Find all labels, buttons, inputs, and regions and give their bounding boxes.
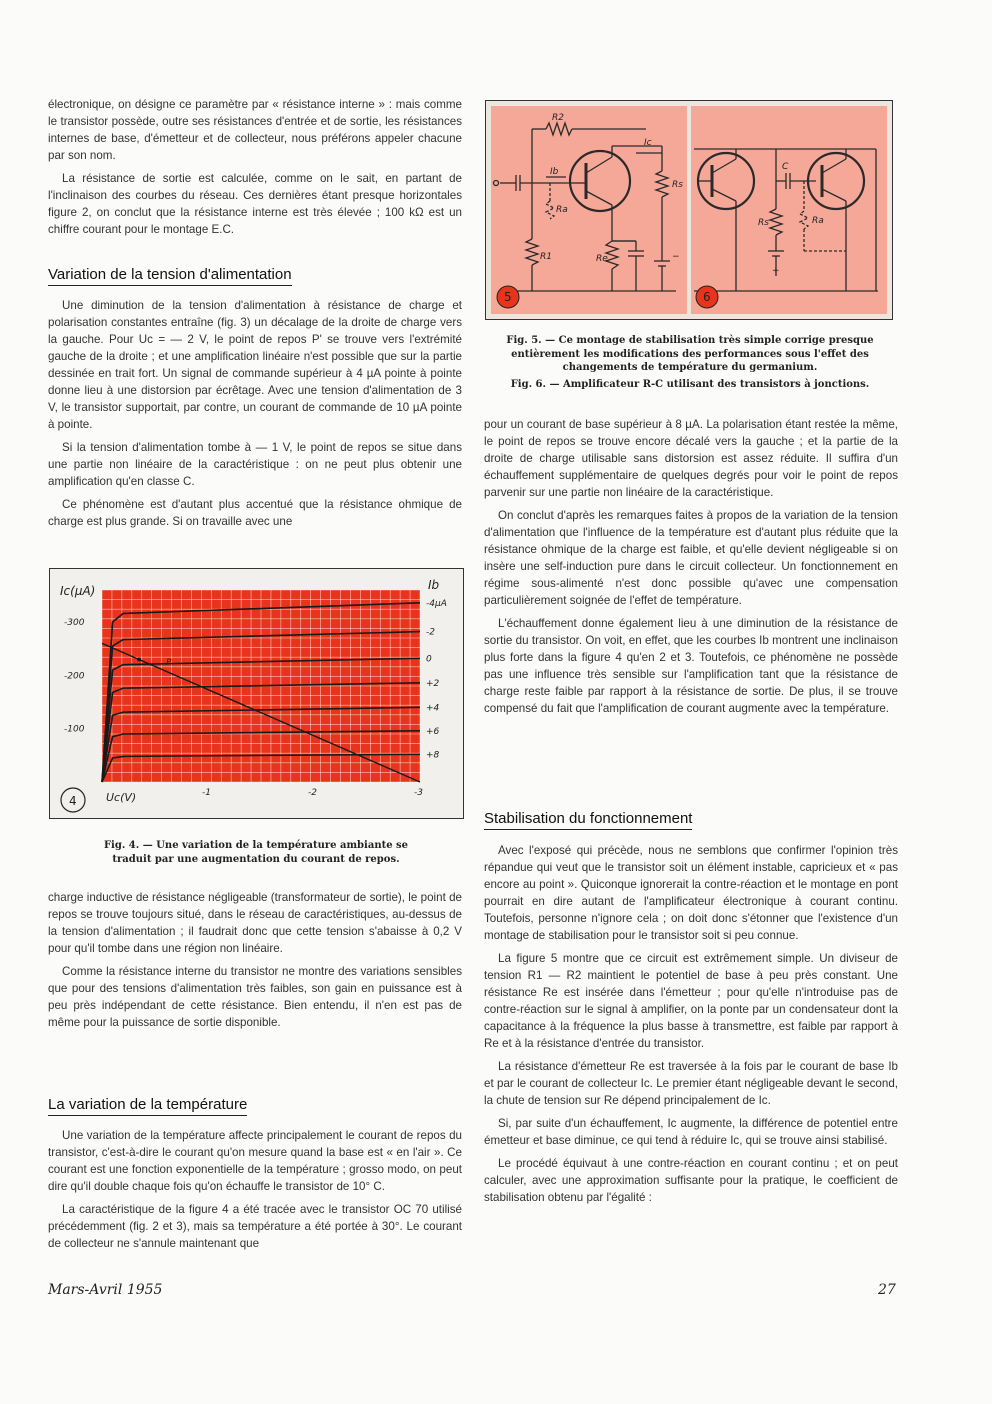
- paragraph: électronique, on désigne ce paramètre par « résistance interne » : mais comme le transistor possède, outre ses résistances d'entrée et de sortie, les résistances internes de base, d'émetteur et de collecteur, nous préférons appeler chacune par son nom.: [48, 98, 462, 162]
- left-column-top: [48, 96, 462, 244]
- section-heading: La variation de la température: [48, 1096, 247, 1116]
- paragraph: Une diminution de la tension d'alimentation à résistance de charge et polarisation constantes entraîne (fig. 3) un décalage de la droite de charge vers la gauche. Pour Uc = — 2 V, le point de repos P' se trouve vers l'extrémité gauche de la droite ; et une amplification linéaire n'est possible que sur la partie dessinée en trait fort. Un signal de commande supérieur à 4 µA pointe à pointe donne lieu à une distorsion par écrêtage. Avec une tension d'alimentation de 3 V, le transistor supportait, par contre, un courant de commande de 10 µA pointe à pointe.: [48, 299, 462, 431]
- paragraph: L'échauffement donne également lieu à une diminution de la résistance de sortie du transistor. On voit, en effet, que les courbes Ib montrent une inclinaison plus forte dans la figure 4 qu'en 2 et 3. Toutefois, ce phénomène ne possède pas une influence très sensible sur l'amplification tant que la résistance de charge reste faible par rapport à la résistance de sortie. De plus, il se trouve compensé du fait que l'amplification de courant augmente avec la température.: [484, 617, 898, 715]
- figure-6-number: 6: [703, 290, 711, 304]
- paragraph: Une variation de la température affecte principalement le courant de repos du transistor, c'est-à-dire le courant qu'on mesure quand la base est « en l'air ». Ce courant est une fonction exponentielle de la température ; grosso modo, on peut dire qu'il double chaque fois qu'on échauffe le transistor de 10° C.: [48, 1129, 462, 1193]
- figure-4: [49, 568, 464, 819]
- section-heading-wrap: [484, 810, 692, 830]
- label-plus: +: [772, 266, 780, 276]
- label-minus: −: [672, 252, 680, 262]
- paragraph: La caractéristique de la figure 4 a été tracée avec le transistor OC 70 utilisé précédemment (fig. 2 et 3), mais sa température a été portée à 30°. Le courant de collecteur ne s'annule maintenant que: [48, 1203, 462, 1250]
- section-heading: Variation de la tension d'alimentation: [48, 266, 292, 286]
- series-label: +8: [426, 750, 440, 761]
- left-column-mid: [48, 297, 462, 536]
- series-label: +6: [426, 726, 440, 737]
- series-label: +4: [426, 703, 440, 714]
- paragraph: Comme la résistance interne du transistor ne montre des variations sensibles que pour des tensions d'alimentation très faibles, son gain en puissance est à peu près indépendant de cette résistance. Bien entendu, il n'en est pas de même pour la puissance de sortie disponible.: [48, 965, 462, 1029]
- label-ib: Ib: [550, 167, 559, 177]
- label-ra-2: Ra: [812, 216, 824, 226]
- paragraph: La résistance d'émetteur Re est traversée à la fois par le courant de base Ib et par le courant de collecteur Ic. Le premier étant négligeable devant le second, la chute de tension sur Re dépend principalement de Ic.: [484, 1060, 898, 1107]
- label-r1: R1: [540, 252, 552, 262]
- section-heading-wrap: [48, 1096, 247, 1116]
- x-tick-label: -3: [414, 788, 423, 798]
- left-column-bottom: [48, 889, 462, 1037]
- label-ra: Ra: [556, 205, 568, 215]
- paragraph: Si la tension d'alimentation tombe à — 1 V, le point de repos se situe dans une partie non linéaire de la caractéristique : on ne peut plus obtenir une amplification qu'en classe C.: [48, 441, 462, 488]
- paragraph: pour un courant de base supérieur à 8 µA. La polarisation étant restée la même, le point de repos se trouve encore décalé vers la gauche ; et la partie de la droite de charge utilisable sans distorsion est assez réduite. Il suffira d'un échauffement supplémentaire de quelques degrés pour voir le point de repos parvenir sur une partie non linéaire de la caractéristique.: [484, 418, 898, 499]
- label-r2: R2: [552, 113, 564, 123]
- x-tick-label: -2: [308, 788, 317, 798]
- footer-date: Mars-Avril 1955: [48, 1282, 163, 1298]
- page-number: 27: [878, 1282, 896, 1298]
- figure-6-caption: Fig. 6. — Amplificateur R-C utilisant des transistors à jonctions.: [510, 379, 870, 390]
- paragraph: Si, par suite d'un échauffement, Ic augmente, la différence de potentiel entre émetteur et base diminue, ce qui tend à réduire Ic, qui se trouve ainsi stabilisé.: [484, 1117, 898, 1147]
- y-tick-label: -100: [64, 724, 85, 735]
- section-heading-wrap: [48, 266, 292, 286]
- series-label: -4µA: [426, 598, 447, 609]
- right-column-bottom: [484, 842, 898, 1212]
- paragraph: Ce phénomène est d'autant plus accentué que la résistance ohmique de charge est plus grande. Si on travaille avec une: [48, 498, 462, 528]
- figure-4-chart: [50, 569, 463, 818]
- figure-5-6-circuits: [486, 101, 892, 319]
- x-tick-label: -1: [202, 788, 211, 798]
- section-heading: Stabilisation du fonctionnement: [484, 810, 692, 830]
- right-axis-label: Ib: [428, 578, 440, 592]
- left-column-end: [48, 1127, 462, 1258]
- paragraph: La résistance de sortie est calculée, comme on le sait, en partant de l'inclinaison des courbes du réseau. Ces dernières étant presque horizontales figure 2, on conclut que la résistance interne est très élevée ; 100 kΩ est un chiffre courant pour le montage E.C.: [48, 172, 462, 236]
- series-label: +2: [426, 678, 440, 689]
- figure-5-number: 5: [504, 290, 512, 304]
- label-re: Re: [596, 254, 608, 264]
- label-rs: Rs: [672, 180, 683, 190]
- right-column-top: [484, 416, 898, 723]
- y-axis-label: Ic(µA): [60, 584, 96, 598]
- paragraph: Avec l'exposé qui précède, nous ne semblons que confirmer l'opinion très répandue qui veut que le transistor soit un élément instable, capricieux et « pas encore au point ». Quiconque ignorerait la contre-réaction et le montage en pont pourrait en dire autant de l'amplificateur électronique à courant continu. Toutefois, personne n'ignore cela ; on doit donc s'étonner que l'existence d'un montage de stabilisation pour le transistor soit si peu connue.: [484, 844, 898, 942]
- operating-point: [137, 657, 141, 661]
- x-axis-label: Uc(V): [106, 791, 137, 804]
- series-label: 0: [426, 654, 432, 665]
- y-tick-label: -300: [64, 618, 85, 628]
- paragraph: La figure 5 montre que ce circuit est extrêmement simple. Un diviseur de tension R1 — R2 maintient le potentiel de base à peu près constant. Une résistance Re est insérée dans l'émetteur ; pour qu'elle n'introduise pas de contre-réaction sur le signal à amplifier, on la ponte par un condensateur dont la capacitance à la fréquence la plus basse à transmettre, est faible par rapport à Re et à la résistance d'entrée du transistor.: [484, 952, 898, 1050]
- paragraph: On conclut d'après les remarques faites à propos de la variation de la tension d'alimentation que l'influence de la température est d'autant plus réduite que la résistance ohmique de la charge est faible, et qu'elle devient négligeable si on insère une self-induction pure dans le circuit collecteur. Un fonctionnement en régime sous-alimenté n'est donc possible qu'avec une compensation particulièrement soignée de l'effet de température.: [484, 509, 898, 607]
- figure-number: 4: [69, 794, 77, 808]
- paragraph: charge inductive de résistance négligeable (transformateur de sortie), le point de repos se trouve toujours situé, dans le réseau de caractéristiques, au-dessus de la tension d'alimentation ; il faudrait donc que cette tension s'abaisse à 0,2 V pour qu'il tombe dans une région non linéaire.: [48, 891, 462, 955]
- y-tick-label: -200: [64, 671, 85, 682]
- operating-point-label: P: [166, 658, 172, 668]
- label-ic: Ic: [644, 138, 652, 148]
- figure-4-caption: Fig. 4. — Une variation de la température ambiante se traduit par une augmentation du courant de repos.: [103, 840, 409, 865]
- figure-5-caption: Fig. 5. — Ce montage de stabilisation très simple corrige presque entièrement les modifications des performances sous l'effet des changements de température du germanium.: [506, 335, 874, 373]
- figure-5-6: [485, 100, 893, 320]
- figure-6-panel: [691, 106, 887, 314]
- label-rs-2: Rs: [758, 218, 769, 228]
- label-c: C: [782, 162, 789, 172]
- paragraph: Le procédé équivaut à une contre-réaction en courant continu ; et on peut calculer, avec une approximation suffisante pour la pratique, le coefficient de stabilisation obtenu par l'égalité :: [484, 1157, 898, 1204]
- series-label: -2: [426, 627, 435, 638]
